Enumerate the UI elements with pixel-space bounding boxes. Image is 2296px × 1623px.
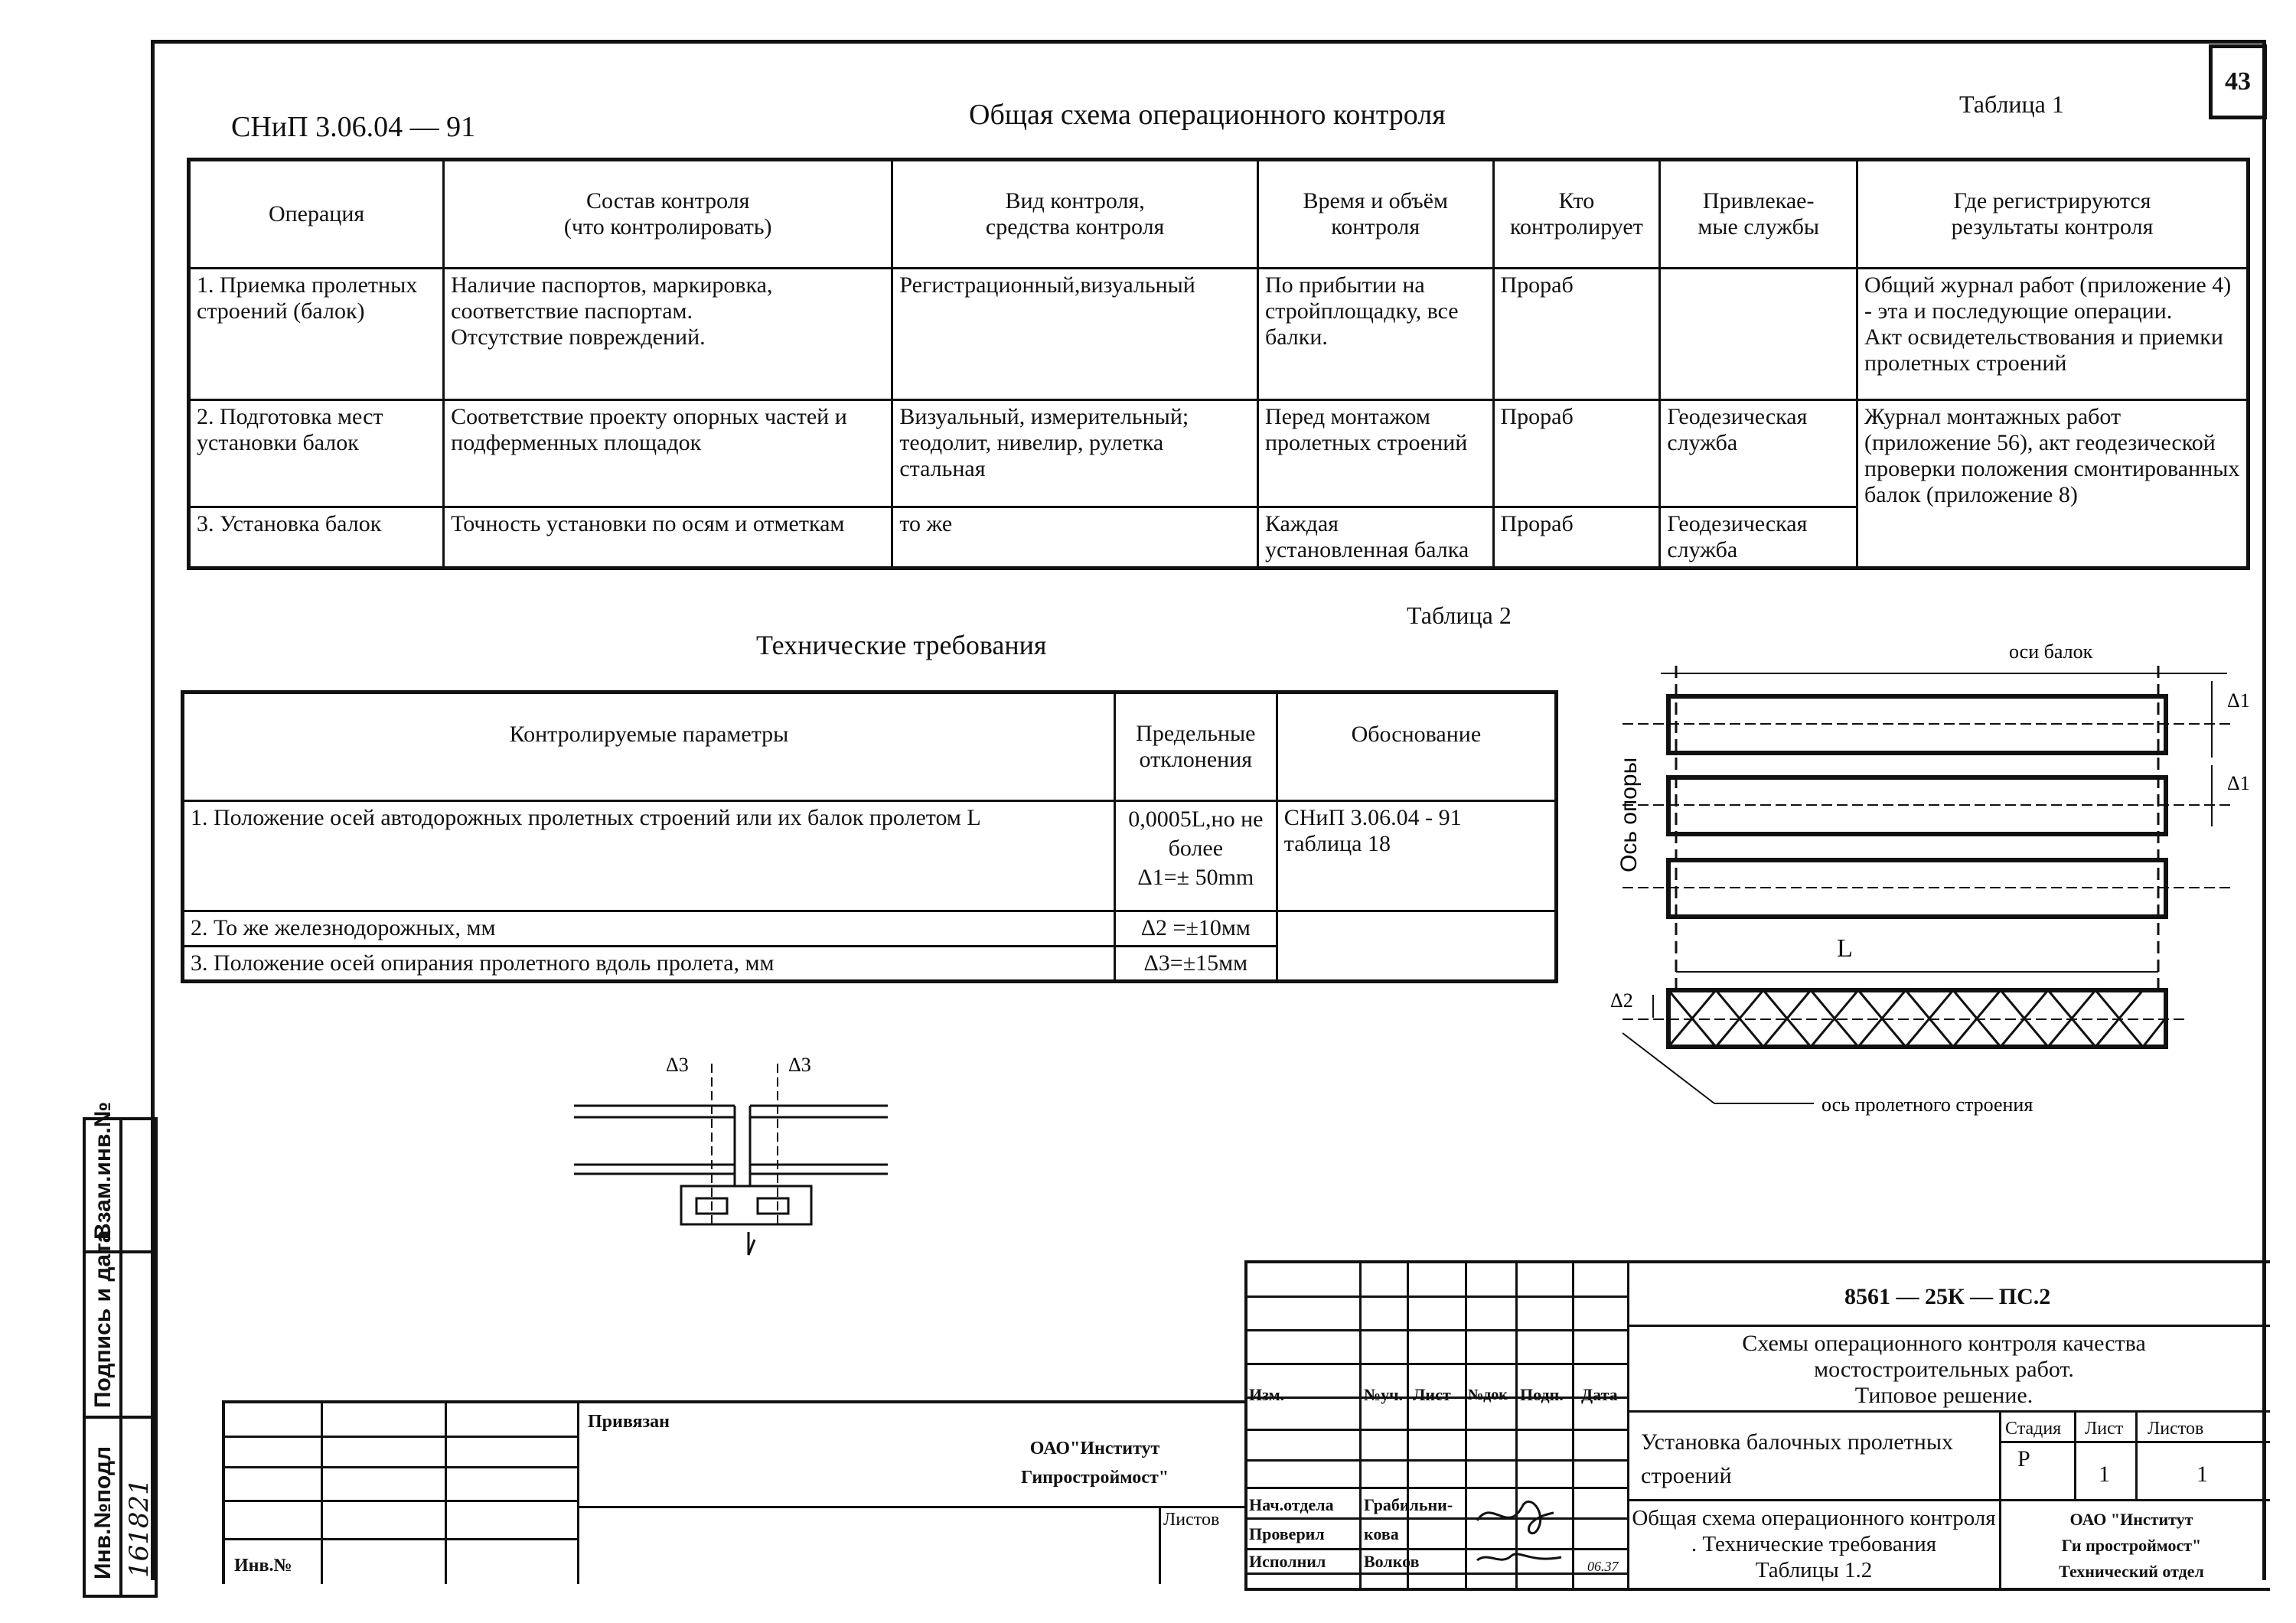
axis-beams-label: оси балок <box>2009 640 2093 663</box>
table-cell <box>1277 911 1556 982</box>
col-label: Подп. <box>1520 1385 1564 1404</box>
table-cell: 3. Установка балок <box>189 507 444 569</box>
sheet-label: Лист <box>2085 1419 2124 1439</box>
signature-icon <box>1469 1490 1572 1574</box>
side-label: Подпись и дата <box>90 1230 116 1408</box>
stage-value: Р <box>2017 1446 2030 1471</box>
table1-title: Общая схема операционного контроля <box>969 99 1446 131</box>
bound-block <box>222 1400 1247 1584</box>
col-label: Дата <box>1581 1385 1618 1404</box>
side-label: Взам.инв.№ <box>90 1101 116 1240</box>
table1-header: Кто контролирует <box>1493 160 1660 269</box>
inv-value: 161821 <box>124 1478 155 1578</box>
table-cell: 2. То же железнодорожных, мм <box>183 911 1115 947</box>
delta1-label: Δ1 <box>2227 689 2250 712</box>
table2-title: Технические требования <box>756 630 1047 660</box>
table1-header: Где регистрируются результаты контроля <box>1857 160 2249 269</box>
table-cell: Общий журнал работ (приложение 4) - эта и последующие операции. Акт освидетельствования и приемки пролетных строений <box>1857 269 2249 400</box>
table1-header-row <box>189 160 2249 269</box>
axis-span-label: ось пролетного строения <box>1821 1093 2033 1116</box>
role-label: Нач.отдела <box>1249 1495 1334 1514</box>
col-label: №док <box>1468 1387 1508 1403</box>
table-cell: СНиП 3.06.04 - 91 таблица 18 <box>1277 801 1556 911</box>
doc-number: 8561 — 25К — ПС.2 <box>1844 1284 2051 1309</box>
table2 <box>181 690 1558 983</box>
table-cell: Геодезическая служба <box>1660 400 1857 507</box>
span-length-label: L <box>1837 934 1853 963</box>
listov-label: Листов <box>1163 1510 1220 1530</box>
col-label: Изм. <box>1249 1385 1285 1404</box>
table-row <box>189 269 2249 400</box>
table1 <box>187 158 2250 570</box>
table-cell: По прибытии на стройплощадку, все балки. <box>1257 269 1493 400</box>
table-cell: Прораб <box>1493 507 1660 569</box>
table1-header: Состав контроля (что контролировать) <box>444 160 892 269</box>
name-label: кова <box>1364 1524 1399 1543</box>
delta2-label: Δ2 <box>1610 989 1633 1012</box>
side-label: Инв.№подл <box>90 1445 116 1579</box>
table1-header: Вид контроля, средства контроля <box>892 160 1258 269</box>
table-cell <box>1660 269 1857 400</box>
axis-support-label: Ось опоры <box>1616 757 1642 872</box>
delta3-label: Δ3 <box>788 1054 811 1076</box>
support-joint-drawing <box>559 1048 903 1278</box>
table-row <box>189 400 2249 507</box>
table-cell: Геодезическая служба <box>1660 507 1857 569</box>
table-cell: Соответствие проекту опорных частей и подферменных площадок <box>444 400 892 507</box>
sheets-value: 1 <box>2197 1462 2208 1487</box>
date-value: 06.37 <box>1587 1559 1619 1574</box>
table-cell: 3. Положение осей опирания пролетного вдоль пролета, мм <box>183 947 1115 982</box>
table2-header: Обоснование <box>1277 693 1556 801</box>
table1-header: Операция <box>189 160 444 269</box>
table-cell: 1. Положение осей автодорожных пролетных строений или их балок пролетом L <box>183 801 1115 911</box>
table-cell: 0,0005L,но не более Δ1=± 50mm <box>1114 801 1277 911</box>
table2-header: Контролируемые параметры <box>183 693 1115 801</box>
table1-header: Время и объём контроля <box>1257 160 1493 269</box>
table-cell: Наличие паспортов, маркировка, соответствие паспортам. Отсутствие повреждений. <box>444 269 892 400</box>
title-block <box>1244 1260 2270 1591</box>
role-label: Исполнил <box>1249 1552 1326 1571</box>
sheet-value: 1 <box>2099 1462 2110 1487</box>
stage-label: Стадия <box>2005 1419 2062 1439</box>
sheet-title: Установка балочных пролетных строений <box>1641 1429 1954 1488</box>
name-label: Волков <box>1364 1552 1420 1571</box>
table-cell: Прораб <box>1493 269 1660 400</box>
sheets-label: Листов <box>2148 1419 2204 1439</box>
table-cell: Δ2 =±10мм <box>1114 911 1277 947</box>
table-cell: Визуальный, измерительный; теодолит, нивелир, рулетка стальная <box>892 400 1258 507</box>
beam-plan-drawing <box>1592 635 2281 1125</box>
subject-title: Схемы операционного контроля качества мостостроительных работ. Типовое решение. <box>1742 1331 2146 1408</box>
bound-org: ОАО"Институт Гипростроймост" <box>1021 1439 1169 1488</box>
table-cell: 1. Приемка пролетных строений (балок) <box>189 269 444 400</box>
side-stamp <box>83 1101 158 1598</box>
table-cell: то же <box>892 507 1258 569</box>
table-cell: Регистрационный,визуальный <box>892 269 1258 400</box>
table2-header-row <box>183 693 1557 801</box>
inv-label: Инв.№ <box>234 1556 292 1576</box>
table-cell: Перед монтажом пролетных строений <box>1257 400 1493 507</box>
org-name: ОАО "Институт Ги простроймост" Технический отдел <box>2059 1510 2204 1581</box>
name-label: Грабильни- <box>1364 1495 1453 1514</box>
table-row <box>183 801 1557 911</box>
doc-code: СНиП 3.06.04 — 91 <box>231 111 476 143</box>
table-cell: 2. Подготовка мест установки балок <box>189 400 444 507</box>
bound-label: Привязан <box>588 1412 670 1432</box>
col-label: №уч. <box>1364 1385 1404 1404</box>
table-cell: Каждая установленная балка <box>1257 507 1493 569</box>
table1-header: Привлекае- мые службы <box>1660 160 1857 269</box>
delta1-label: Δ1 <box>2227 772 2250 794</box>
table-cell: Δ3=±15мм <box>1114 947 1277 982</box>
role-label: Проверил <box>1249 1524 1325 1543</box>
table-cell: Прораб <box>1493 400 1660 507</box>
sheet-subtitle: Общая схема операционного контроля . Технические требования Таблицы 1.2 <box>1632 1506 1996 1582</box>
page-number: 43 <box>2209 44 2267 119</box>
table2-caption: Таблица 2 <box>1407 601 1512 629</box>
table-cell: Журнал монтажных работ (приложение 56), акт геодезической проверки положения смонтированных балок (приложение 8) <box>1857 400 2249 569</box>
table-row <box>183 911 1557 947</box>
table-cell: Точность установки по осям и отметкам <box>444 507 892 569</box>
delta3-label: Δ3 <box>666 1054 689 1076</box>
table1-caption: Таблица 1 <box>1959 90 2064 118</box>
table2-header: Предельные отклонения <box>1114 693 1277 801</box>
col-label: Лист <box>1413 1385 1451 1404</box>
